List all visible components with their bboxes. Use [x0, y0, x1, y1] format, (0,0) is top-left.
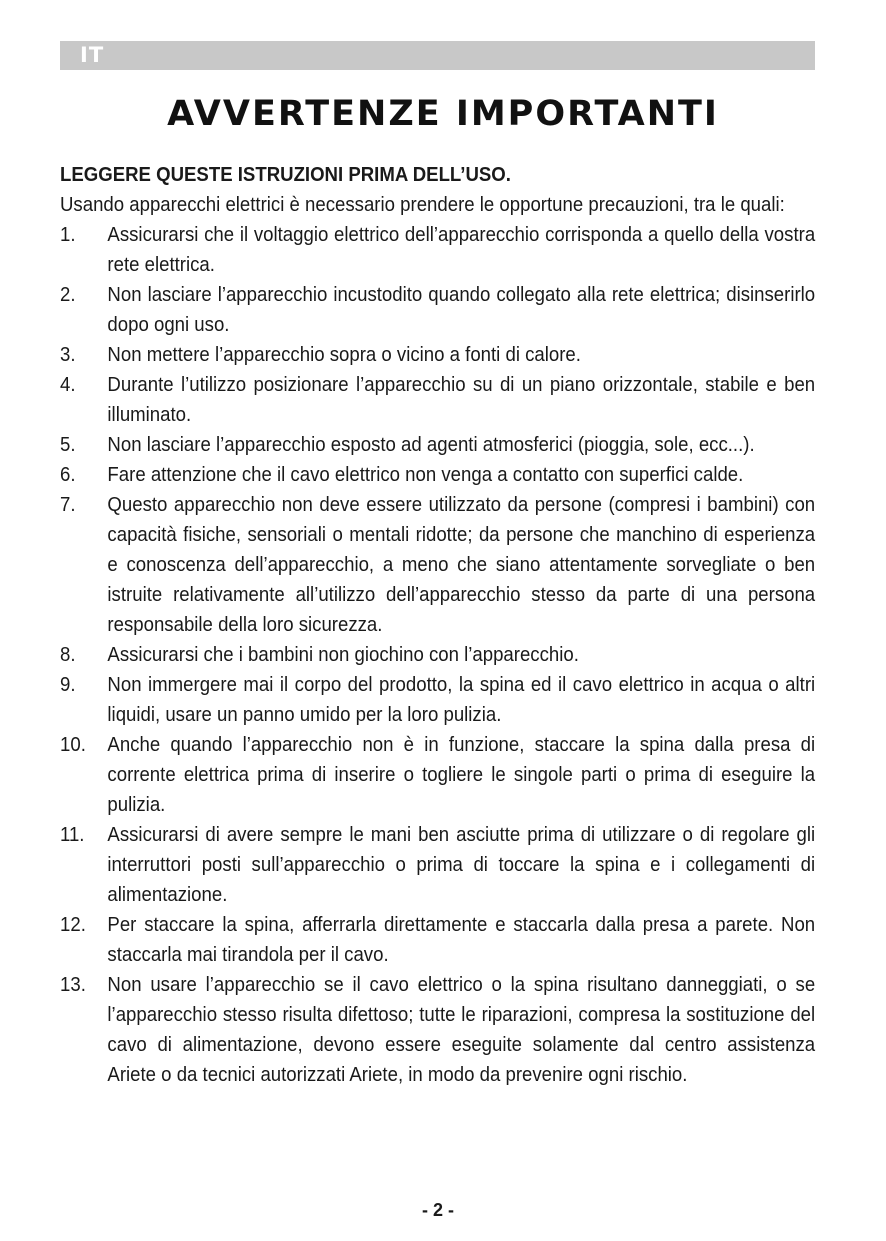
list-item [60, 910, 815, 970]
list-item [60, 820, 815, 910]
list-item [60, 370, 815, 430]
language-bar [60, 41, 815, 70]
list-item-text: Fare attenzione che il cavo elettrico non venga a contatto con superfici calde. [107, 464, 744, 486]
list-item-text: Non usare l’apparecchio se il cavo elettrico o la spina risultano danneggiati, o se l’apparecchio stesso risulta difettoso; tutte le riparazioni, compresa la sostituzione del cavo di alimentazione, devono essere eseguite solamente dal centro assistenza Ariete o da tecnici autorizzati Ariete, in modo da prevenire ogni rischio. [107, 974, 816, 1086]
list-item-text: Durante l’utilizzo posizionare l’apparecchio su di un piano orizzontale, stabile e ben illuminato. [107, 374, 816, 426]
document-body [60, 160, 815, 1090]
list-item-number: 1. [60, 224, 76, 246]
list-item-text: Anche quando l’apparecchio non è in funzione, staccare la spina dalla presa di corrente elettrica prima di inserire o togliere le singole parti o prima di eseguire la pulizia. [107, 734, 816, 816]
list-item [60, 430, 815, 460]
list-item-text: Per staccare la spina, afferrarla direttamente e staccarla dalla presa a parete. Non staccarla mai tirandola per il cavo. [107, 914, 816, 966]
list-item-number: 3. [60, 344, 76, 366]
instructions-heading: LEGGERE QUESTE ISTRUZIONI PRIMA DELL’USO. [60, 164, 511, 186]
list-item-text: Questo apparecchio non deve essere utilizzato da persone (compresi i bambini) con capacità fisiche, sensoriali o mentali ridotte; da persone che manchino di esperienza e conoscenza dell’apparecchio, a meno che siano attentamente sorvegliate o ben istruite relativamente all’utilizzo dell’apparecchio stesso da parte di una persona responsabile della loro sicurezza. [107, 494, 816, 636]
list-item-number: 7. [60, 494, 76, 516]
list-item [60, 970, 815, 1090]
list-item [60, 280, 815, 340]
list-item-text: Non immergere mai il corpo del prodotto, la spina ed il cavo elettrico in acqua o altri liquidi, usare un panno umido per la loro pulizia. [107, 674, 816, 726]
list-item [60, 220, 815, 280]
list-item-number: 4. [60, 374, 76, 396]
list-item-number: 12. [60, 914, 86, 936]
list-item [60, 490, 815, 640]
language-code: IT [80, 43, 105, 67]
list-item-number: 10. [60, 734, 86, 756]
list-item [60, 340, 815, 370]
intro-paragraph: Usando apparecchi elettrici è necessario prendere le opportune precauzioni, tra le quali: [60, 194, 785, 216]
page-title: AVVERTENZE IMPORTANTI [167, 94, 719, 134]
page-number: - 2 - [421, 1200, 454, 1220]
list-item [60, 670, 815, 730]
warnings-list [60, 220, 815, 1090]
list-item-number: 6. [60, 464, 76, 486]
list-item [60, 640, 815, 670]
list-item-text: Assicurarsi che il voltaggio elettrico dell’apparecchio corrisponda a quello della vostra rete elettrica. [107, 224, 816, 276]
list-item-number: 5. [60, 434, 76, 456]
list-item-number: 11. [60, 824, 85, 846]
list-item [60, 460, 815, 490]
list-item-text: Non lasciare l’apparecchio incustodito quando collegato alla rete elettrica; disinserirlo dopo ogni uso. [107, 284, 816, 336]
list-item-text: Assicurarsi che i bambini non giochino con l’apparecchio. [107, 644, 579, 666]
list-item-number: 8. [60, 644, 76, 666]
list-item-number: 9. [60, 674, 76, 696]
list-item-text: Non mettere l’apparecchio sopra o vicino a fonti di calore. [107, 344, 581, 366]
list-item [60, 730, 815, 820]
list-item-text: Assicurarsi di avere sempre le mani ben asciutte prima di utilizzare o di regolare gli interruttori posti sull’apparecchio o prima di toccare la spina e i collegamenti di alimentazione. [107, 824, 816, 906]
list-item-text: Non lasciare l’apparecchio esposto ad agenti atmosferici (pioggia, sole, ecc...). [107, 434, 755, 456]
list-item-number: 13. [60, 974, 86, 996]
list-item-number: 2. [60, 284, 76, 306]
